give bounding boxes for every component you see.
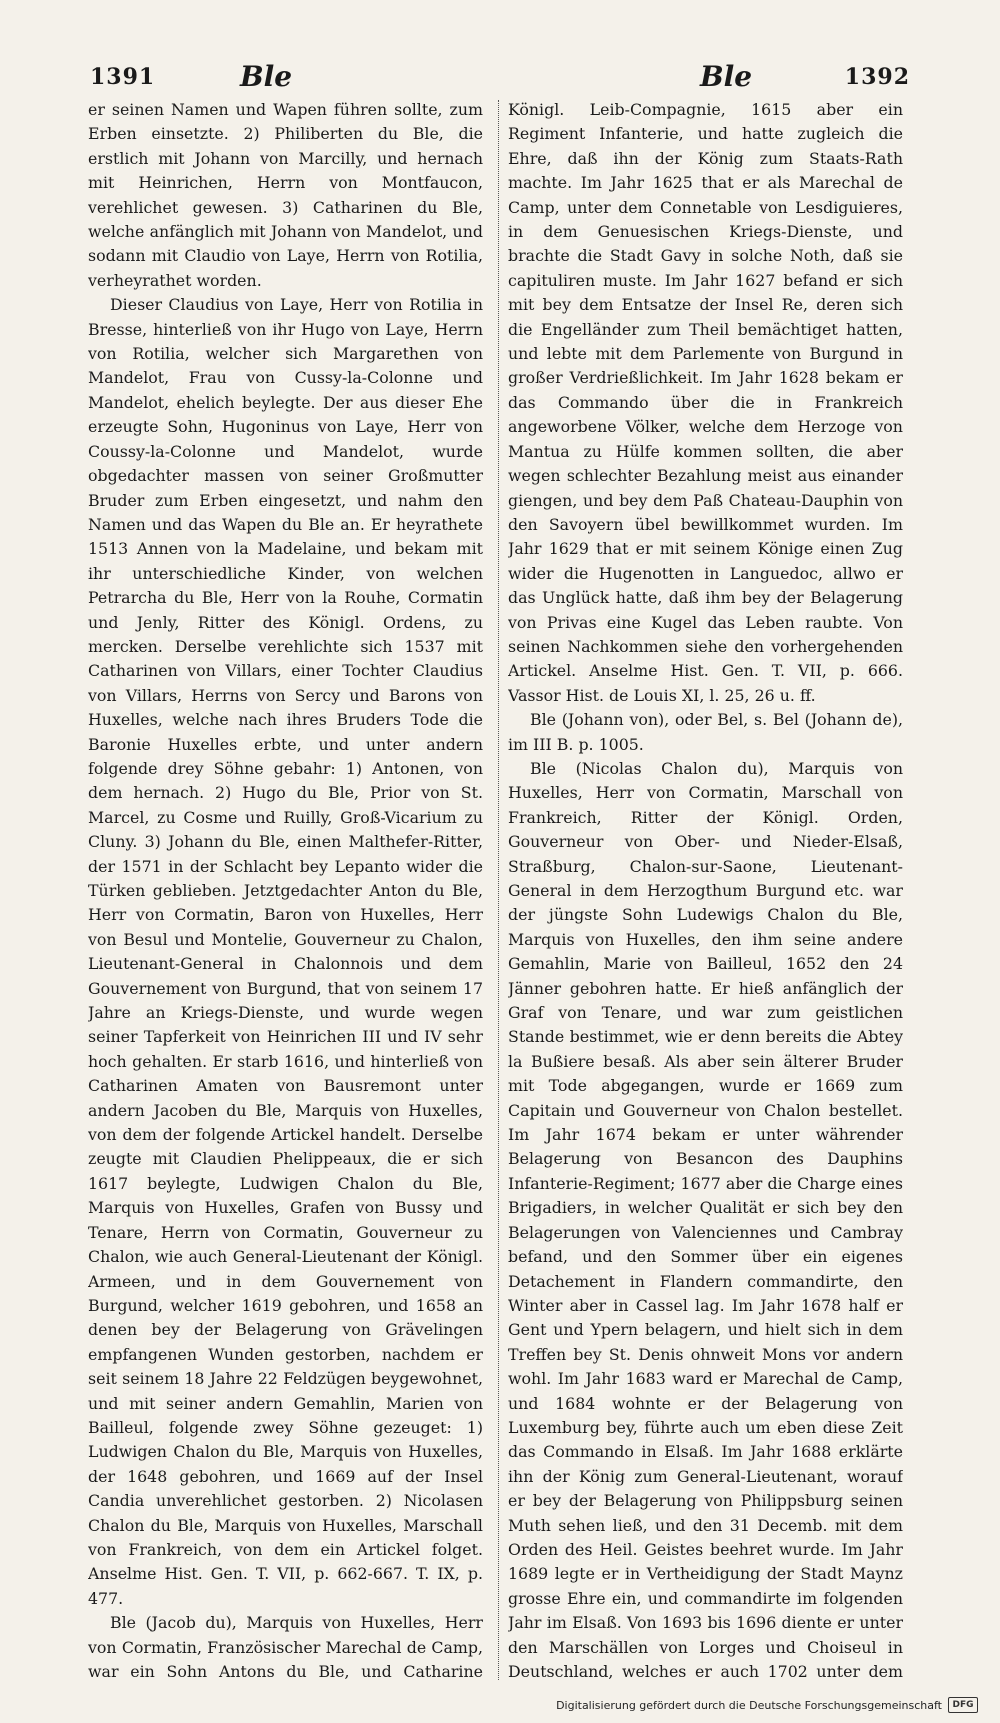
entry-ble-nicolas: Ble (Nicolas Chalon du), Marquis von Huxelles, Herr von Cormatin, Marschall von Frankreich, Ritter der Königl. Orden, Gouverneur von Ober- und Nieder-Elsaß, Straßburg, Chalon-sur-Saone, Lieutenant-General in dem Herzogthum Burgund etc. war der jüngste Sohn Ludewigs Chalon du Ble, Marquis von Huxelles, den ihm seine andere Gemahlin, Marie von Bailleul, 1652 den 24 Jänner gebohren hatte. Er hieß anfänglich der Graf von Tenare, und war zum geistlichen Stande bestimmet, wie er denn bereits die Abtey la Bußiere besaß. Als aber sein älterer Bruder mit Tode abgegangen, wurde er 1669 zum Capitain und Gouverneur von Chalon bestellet. Im Jahr 1674 bekam er unter währender Belagerung von Besancon des Dauphins Infanterie-Regiment; 1677 aber die Charge eines Brigadiers, in welcher Qualität er sich bey den Belagerungen von Valenciennes und Cambray befand, und den Sommer über ein eigenes Detachement in Flandern commandirte, den Winter aber in Cassel lag. Im Jahr 1678 half er Gent und Ypern belagern, und hielt sich in dem Treffen bey St. Denis ohnweit Mons vor andern wohl. Im Jahr 1683 ward er Marechal de Camp, und 1684 wohnte er der Belagerung von Luxemburg bey, führte auch um eben diese Zeit das Commando in Elsaß. Im Jahr 1688 erklärte ihn der König zum General-Lieutenant, worauf er bey der Belagerung von Philippsburg seinen Muth sehen ließ, und den 31 Decemb. mit dem Orden des Heil. Geistes beehret wurde. Im Jahr 1689 legte er in Vertheidigung der Stadt Maynz grosse Ehre ein, und commandirte im folgenden Jahr im Elsaß. Von 1693 bis 1696 diente er unter den Marschällen von Lorges und Choiseul in Deutschland, welches er auch 1702 unter dem xyxy=(508,758,903,1681)
paragraph: Königl. Leib-Compagnie, 1615 aber ein Regiment Infanterie, und hatte zugleich die Ehre, daß ihn der König zum Staats-Rath machte. Im Jahr 1625 that er als Marechal de Camp, unter dem Connetable von Lesdiguieres, in dem Genuesischen Kriegs-Dienste, und brachte die Stadt Gavy in solche Noth, daß sie capituliren muste. Im Jahr 1627 befand er sich mit bey dem Entsatze der Insel Re, deren sich die Engelländer zum Theil bemächtiget hatten, und lebte mit dem Parlemente von Burgund in großer Verdrießlichkeit. Im Jahr 1628 bekam er das Commando über die in Frankreich angeworbene Völker, welche dem Herzoge von Mantua zu Hülfe kommen sollten, die aber wegen schlechter Bezahlung meist aus einander giengen, und bey dem Paß Chateau-Dauphin von den Savoyern übel bewillkommet wurden. Im Jahr 1629 that er mit seinem Könige einen Zug wider die Hugenotten in Languedoc, allwo er das Unglück hatte, daß ihm bey der Belagerung von Privas eine Kugel das Leben raubte. Von seinen Nachkommen siehe den vorhergehenden Artickel. Anselme Hist. Gen. T. VII, p. 666. Vassor Hist. de Louis XI, l. 25, 26 u. ff. xyxy=(508,100,903,705)
entry-ble-jacob: Ble (Jacob du), Marquis von Huxelles, Herr von Cormatin, Französischer Marechal de Camp, war ein Sohn Antons du Ble, und Catharine xyxy=(88,1613,483,1681)
page-header xyxy=(90,60,910,94)
running-head-left: Ble xyxy=(240,60,293,93)
page-number-right: 1392 xyxy=(844,64,910,90)
column-divider xyxy=(498,100,499,1680)
digitization-footer xyxy=(556,1695,978,1715)
left-column xyxy=(88,98,483,1683)
page-number-left: 1391 xyxy=(90,64,156,90)
paragraph: Dieser Claudius von Laye, Herr von Rotilia in Bresse, hinterließ von ihr Hugo von Laye, Herrn von Rotilia, welcher sich Margarethen von Mandelot, Frau von Cussy-la-Colonne und Mandelot, ehelich beylegte. Der aus dieser Ehe erzeugte Sohn, Hugoninus von Laye, Herr von Coussy-la-Colonne und Mandelot, wurde obgedachter massen von seiner Großmutter Bruder zum Erben eingesetzt, und nahm den Namen und das Wapen du Ble an. Er heyrathete 1513 Annen von la Madelaine, und bekam mit ihr unterschiedliche Kinder, von welchen Petrarcha du Ble, Herr von la Rouhe, Cormatin und Jenly, Ritter des Königl. Ordens, zu mercken. Derselbe verehlichte sich 1537 mit Catharinen von Villars, einer Tochter Claudius von Villars, Herrns von Sercy und Barons von Huxelles, welche nach ihres Bruders Tode die Baronie Huxelles erbte, und unter andern folgende drey Söhne gebahr: 1) Antonen, von dem hernach. 2) Hugo du Ble, Prior von St. Marcel, zu Cosme und Ruilly, Groß-Vicarium zu Cluny. 3) Johann du Ble, einen Malthefer-Ritter, der 1571 in der Schlacht bey Lepanto wider die Türken geblieben. Jetztgedachter Anton du Ble, Herr von Cormatin, Baron von Huxelles, Herr von Besul und Montelie, Gouverneur zu Chalon, Lieutenant-General in Chalonnois und dem Gouvernement von Burgund, that von seinem 17 Jahre an Kriegs-Dienste, und wurde wegen seiner Tapferkeit von Heinrichen III und IV sehr hoch gehalten. Er starb 1616, und hinterließ von Catharinen Amaten von Bausremont unter andern Jacoben du Ble, Marquis von Huxelles, von dem der folgende Artickel handelt. Derselbe zeugte mit Claudien Phelippeaux, die er sich 1617 beylegte, Ludwigen Chalon du Ble, Marquis von Huxelles, Grafen von Bussy und Tenare, Herrn von Cormatin, Gouverneur zu Chalon, wie auch General-Lieutenant der Königl. Armeen, und in dem Gouvernement von Burgund, welcher 1619 gebohren, und 1658 an denen bey der Belagerung von Grävelingen empfangenen Wunden gestorben, nachdem er seit seinem 18 Jahre 22 Feldzügen beygewohnet, und mit seiner andern Gemahlin, Marien von Bailleul, folgende zwey Söhne gezeuget: 1) Ludwigen Chalon du Ble, Marquis von Huxelles, der 1648 gebohren, und 1669 auf der Insel Candia unverehlichet gestorben. 2) Nicolasen Chalon du Ble, Marquis von Huxelles, Marschall von Frankreich, von dem ein Artickel folget. Anselme Hist. Gen. T. VII, p. 662-667. T. IX, p. 477. xyxy=(88,295,483,1608)
dfg-logo-icon: DFG xyxy=(948,1697,978,1713)
paragraph: er seinen Namen und Wapen führen sollte, zum Erben einsetzte. 2) Philiberten du Ble, die erstlich mit Johann von Marcilly, und hernach mit Heinrichen, Herrn von Montfaucon, verehlichet gewesen. 3) Catharinen du Ble, welche anfänglich mit Johann von Mandelot, und sodann mit Claudio von Laye, Herrn von Rotilia, verheyrathet worden. xyxy=(88,100,483,290)
right-column xyxy=(508,98,903,1683)
running-head-right: Ble xyxy=(700,60,753,93)
entry-ble-johann: Ble (Johann von), oder Bel, s. Bel (Johann de), im III B. p. 1005. xyxy=(508,710,903,754)
funding-notice: Digitalisierung gefördert durch die Deutsche Forschungsgemeinschaft xyxy=(556,1698,942,1712)
